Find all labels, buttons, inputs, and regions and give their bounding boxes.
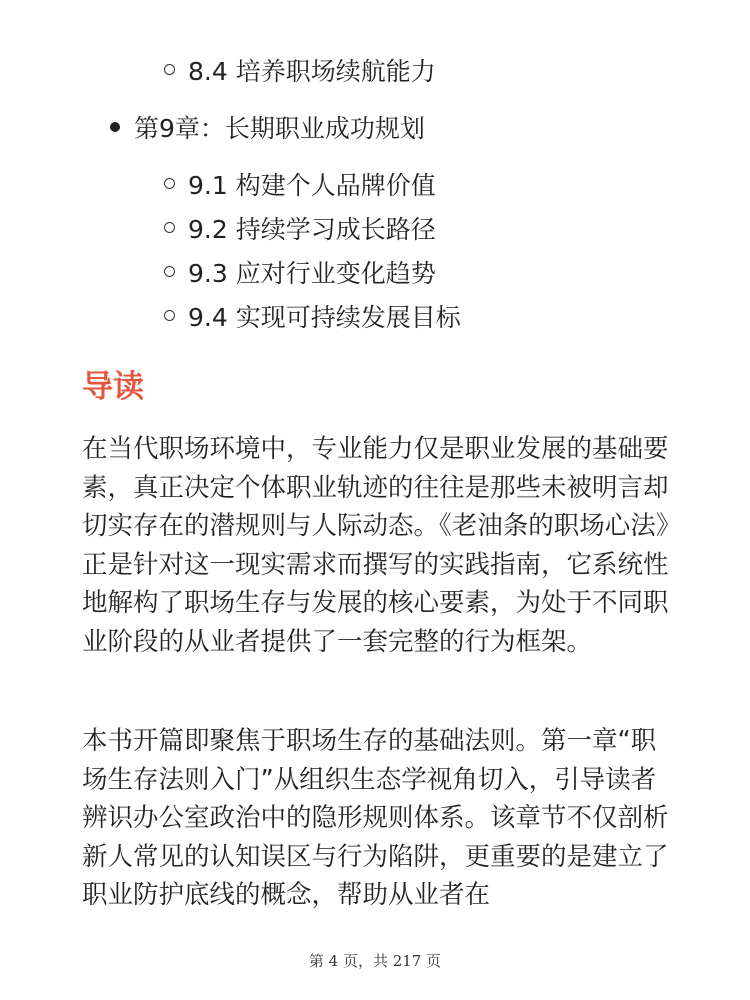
outline-subitem-label: 9.3 应对行业变化趋势 xyxy=(188,259,436,288)
hollow-bullet-icon xyxy=(164,222,175,233)
outline-subitem-label: 9.4 实现可持续发展目标 xyxy=(188,303,461,332)
outline-subitem-9-2 xyxy=(164,213,436,247)
hollow-bullet-icon xyxy=(164,64,175,75)
outline-subitem-9-3 xyxy=(164,257,436,291)
outline-chapter-9 xyxy=(110,112,425,146)
outline-chapter-label: 第9章：长期职业成功规划 xyxy=(134,114,425,143)
outline-subitem-label: 9.1 构建个人品牌价值 xyxy=(188,171,436,200)
outline-subitem-9-4 xyxy=(164,301,461,335)
outline-subitem-label: 9.2 持续学习成长路径 xyxy=(188,215,436,244)
body-paragraph-1: 在当代职场环境中，专业能力仅是职业发展的基础要素，真正决定个体职业轨迹的往往是那些未被明言却切实存在的潜规则与人际动态。《老油条的职场心法》正是针对这一现实需求而撰写的实践指南，它系统性地解构了职场生存与发展的核心要素，为处于不同职业阶段的从业者提供了一套完整的行为框架。 xyxy=(82,434,669,657)
outline-subitem-8-4 xyxy=(164,55,436,89)
page-number-footer: 第 4 页，共 217 页 xyxy=(308,952,442,970)
hollow-bullet-icon xyxy=(164,178,175,189)
outline-subitem-9-1 xyxy=(164,169,436,203)
section-heading: 导读 xyxy=(82,369,144,405)
hollow-bullet-icon xyxy=(164,310,175,321)
hollow-bullet-icon xyxy=(164,266,175,277)
outline-subitem-label: 8.4 培养职场续航能力 xyxy=(188,57,436,86)
body-paragraph-2: 本书开篇即聚焦于职场生存的基础法则。第一章“职场生存法则入门”从组织生态学视角切入，引导读者辨识办公室政治中的隐形规则体系。该章节不仅剖析新人常见的认知误区与行为陷阱，更重要的是建立了职业防护底线的概念，帮助从业者在 xyxy=(82,726,669,910)
filled-bullet-icon xyxy=(110,122,120,132)
